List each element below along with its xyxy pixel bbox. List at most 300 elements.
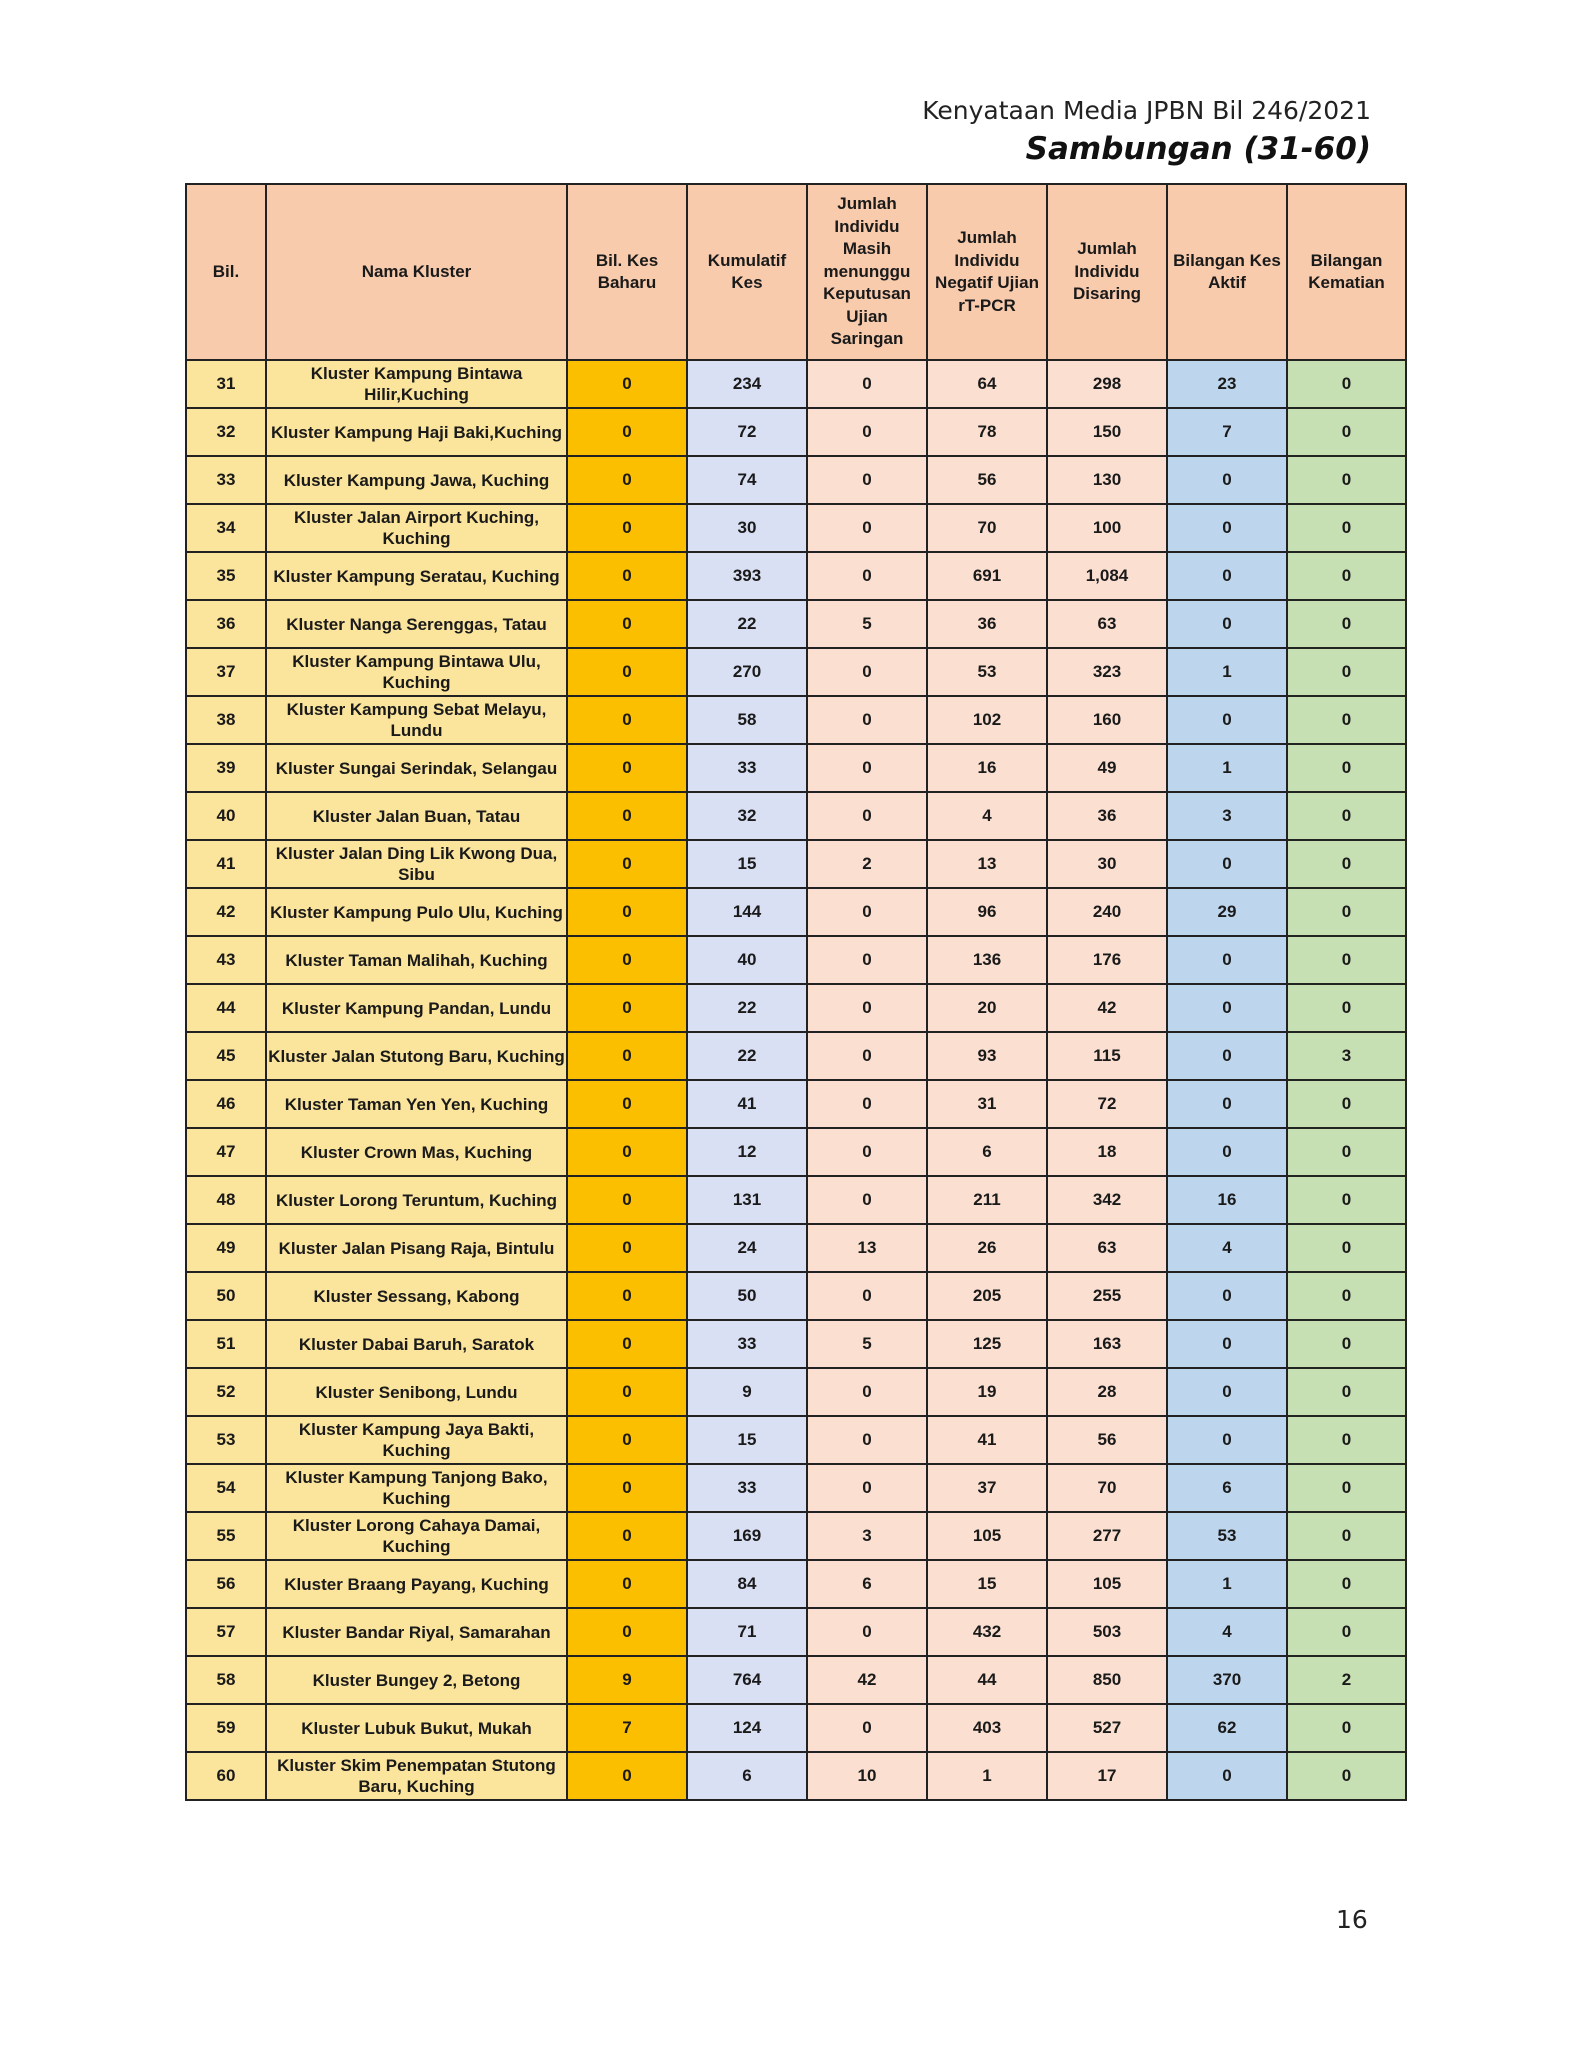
cell-disaring: 49 xyxy=(1047,744,1167,792)
column-header-bil-kes-baharu: Bil. Kes Baharu xyxy=(567,184,687,360)
cell-menunggu-keputusan: 0 xyxy=(807,1368,927,1416)
cell-disaring: 56 xyxy=(1047,1416,1167,1464)
cell-kes-aktif: 0 xyxy=(1167,1272,1287,1320)
cell-bil: 56 xyxy=(186,1560,266,1608)
cell-kes-aktif: 0 xyxy=(1167,840,1287,888)
cell-negatif-ujian: 44 xyxy=(927,1656,1047,1704)
cell-kes-aktif: 0 xyxy=(1167,936,1287,984)
cell-kumulatif-kes: 12 xyxy=(687,1128,807,1176)
cell-disaring: 36 xyxy=(1047,792,1167,840)
cell-bil: 46 xyxy=(186,1080,266,1128)
cell-kumulatif-kes: 131 xyxy=(687,1176,807,1224)
table-row xyxy=(186,1368,1406,1416)
cell-nama-kluster: Kluster Bungey 2, Betong xyxy=(266,1656,567,1704)
cell-nama-kluster: Kluster Lorong Teruntum, Kuching xyxy=(266,1176,567,1224)
cell-kumulatif-kes: 22 xyxy=(687,600,807,648)
cell-bil: 60 xyxy=(186,1752,266,1800)
cell-disaring: 342 xyxy=(1047,1176,1167,1224)
cell-nama-kluster: Kluster Kampung Sebat Melayu, Lundu xyxy=(266,696,567,744)
column-header-negatif-ujian: Jumlah Individu Negatif Ujian rT-PCR xyxy=(927,184,1047,360)
cell-kes-baharu: 0 xyxy=(567,696,687,744)
cell-nama-kluster: Kluster Lorong Cahaya Damai, Kuching xyxy=(266,1512,567,1560)
cell-kes-baharu: 0 xyxy=(567,1512,687,1560)
cell-kumulatif-kes: 84 xyxy=(687,1560,807,1608)
cell-kematian: 0 xyxy=(1287,840,1406,888)
cell-kes-aktif: 0 xyxy=(1167,1128,1287,1176)
cell-negatif-ujian: 432 xyxy=(927,1608,1047,1656)
cell-kes-aktif: 0 xyxy=(1167,1320,1287,1368)
cell-bil: 34 xyxy=(186,504,266,552)
cell-kematian: 0 xyxy=(1287,1752,1406,1800)
cell-kes-baharu: 7 xyxy=(567,1704,687,1752)
cell-bil: 36 xyxy=(186,600,266,648)
cell-negatif-ujian: 78 xyxy=(927,408,1047,456)
cell-kematian: 3 xyxy=(1287,1032,1406,1080)
cell-menunggu-keputusan: 5 xyxy=(807,600,927,648)
cell-negatif-ujian: 691 xyxy=(927,552,1047,600)
cell-nama-kluster: Kluster Jalan Airport Kuching, Kuching xyxy=(266,504,567,552)
cell-nama-kluster: Kluster Kampung Tanjong Bako, Kuching xyxy=(266,1464,567,1512)
cell-bil: 42 xyxy=(186,888,266,936)
cell-kematian: 0 xyxy=(1287,1464,1406,1512)
table-row xyxy=(186,840,1406,888)
cell-negatif-ujian: 211 xyxy=(927,1176,1047,1224)
cell-kes-aktif: 0 xyxy=(1167,552,1287,600)
cell-kematian: 0 xyxy=(1287,1128,1406,1176)
table-row xyxy=(186,1128,1406,1176)
table-row xyxy=(186,1272,1406,1320)
cell-negatif-ujian: 1 xyxy=(927,1752,1047,1800)
cell-kumulatif-kes: 15 xyxy=(687,1416,807,1464)
cell-kematian: 0 xyxy=(1287,1560,1406,1608)
cell-nama-kluster: Kluster Lubuk Bukut, Mukah xyxy=(266,1704,567,1752)
cell-disaring: 527 xyxy=(1047,1704,1167,1752)
cell-kumulatif-kes: 22 xyxy=(687,1032,807,1080)
cell-kes-baharu: 0 xyxy=(567,744,687,792)
cell-kes-baharu: 0 xyxy=(567,600,687,648)
cell-kes-aktif: 16 xyxy=(1167,1176,1287,1224)
cell-negatif-ujian: 403 xyxy=(927,1704,1047,1752)
cell-kumulatif-kes: 15 xyxy=(687,840,807,888)
table-row xyxy=(186,600,1406,648)
cell-disaring: 130 xyxy=(1047,456,1167,504)
cell-disaring: 163 xyxy=(1047,1320,1167,1368)
cell-negatif-ujian: 31 xyxy=(927,1080,1047,1128)
cell-bil: 38 xyxy=(186,696,266,744)
cell-bil: 51 xyxy=(186,1320,266,1368)
cell-kes-aktif: 0 xyxy=(1167,696,1287,744)
cell-nama-kluster: Kluster Skim Penempatan Stutong Baru, Kuching xyxy=(266,1752,567,1800)
cell-bil: 59 xyxy=(186,1704,266,1752)
cell-kematian: 0 xyxy=(1287,456,1406,504)
cell-kes-baharu: 0 xyxy=(567,1368,687,1416)
cell-bil: 47 xyxy=(186,1128,266,1176)
cell-bil: 53 xyxy=(186,1416,266,1464)
cell-kematian: 0 xyxy=(1287,1272,1406,1320)
cell-kumulatif-kes: 24 xyxy=(687,1224,807,1272)
column-header-kumulatif-kes: Kumulatif Kes xyxy=(687,184,807,360)
cell-negatif-ujian: 41 xyxy=(927,1416,1047,1464)
cell-kes-aktif: 0 xyxy=(1167,1080,1287,1128)
cell-bil: 33 xyxy=(186,456,266,504)
cell-kematian: 0 xyxy=(1287,504,1406,552)
cell-kes-aktif: 62 xyxy=(1167,1704,1287,1752)
cell-nama-kluster: Kluster Jalan Buan, Tatau xyxy=(266,792,567,840)
cell-menunggu-keputusan: 6 xyxy=(807,1560,927,1608)
cell-negatif-ujian: 64 xyxy=(927,360,1047,408)
cell-kematian: 0 xyxy=(1287,936,1406,984)
cell-kematian: 0 xyxy=(1287,552,1406,600)
cell-disaring: 28 xyxy=(1047,1368,1167,1416)
cell-kes-aktif: 1 xyxy=(1167,1560,1287,1608)
column-header-kematian: Bilangan Kematian xyxy=(1287,184,1406,360)
cell-menunggu-keputusan: 0 xyxy=(807,1416,927,1464)
cell-kes-baharu: 0 xyxy=(567,1608,687,1656)
cell-bil: 44 xyxy=(186,984,266,1032)
cell-kes-aktif: 0 xyxy=(1167,1416,1287,1464)
cell-nama-kluster: Kluster Kampung Pandan, Lundu xyxy=(266,984,567,1032)
table-row xyxy=(186,792,1406,840)
cell-kumulatif-kes: 71 xyxy=(687,1608,807,1656)
cell-menunggu-keputusan: 0 xyxy=(807,984,927,1032)
cell-menunggu-keputusan: 2 xyxy=(807,840,927,888)
cell-kes-aktif: 0 xyxy=(1167,984,1287,1032)
document-title: Kenyataan Media JPBN Bil 246/2021 xyxy=(922,96,1371,125)
cell-disaring: 160 xyxy=(1047,696,1167,744)
cell-kematian: 0 xyxy=(1287,1704,1406,1752)
cell-kes-aktif: 1 xyxy=(1167,744,1287,792)
cell-kumulatif-kes: 270 xyxy=(687,648,807,696)
cell-menunggu-keputusan: 5 xyxy=(807,1320,927,1368)
cell-negatif-ujian: 36 xyxy=(927,600,1047,648)
cell-nama-kluster: Kluster Kampung Bintawa Ulu, Kuching xyxy=(266,648,567,696)
cell-kumulatif-kes: 74 xyxy=(687,456,807,504)
cell-kematian: 0 xyxy=(1287,1608,1406,1656)
cell-disaring: 72 xyxy=(1047,1080,1167,1128)
cell-kes-baharu: 0 xyxy=(567,984,687,1032)
cell-disaring: 42 xyxy=(1047,984,1167,1032)
cell-kes-baharu: 0 xyxy=(567,1128,687,1176)
cell-kes-baharu: 0 xyxy=(567,456,687,504)
table-row xyxy=(186,552,1406,600)
cell-nama-kluster: Kluster Kampung Jawa, Kuching xyxy=(266,456,567,504)
cell-disaring: 176 xyxy=(1047,936,1167,984)
cell-kumulatif-kes: 33 xyxy=(687,1464,807,1512)
cell-kes-baharu: 0 xyxy=(567,1416,687,1464)
cell-menunggu-keputusan: 0 xyxy=(807,360,927,408)
cell-nama-kluster: Kluster Kampung Jaya Bakti, Kuching xyxy=(266,1416,567,1464)
cell-negatif-ujian: 19 xyxy=(927,1368,1047,1416)
table-row xyxy=(186,1080,1406,1128)
document-subtitle: Sambungan (31-60) xyxy=(1025,131,1371,167)
cell-kematian: 0 xyxy=(1287,984,1406,1032)
cell-kes-baharu: 0 xyxy=(567,1752,687,1800)
cell-negatif-ujian: 15 xyxy=(927,1560,1047,1608)
cell-disaring: 240 xyxy=(1047,888,1167,936)
cell-nama-kluster: Kluster Braang Payang, Kuching xyxy=(266,1560,567,1608)
table-row xyxy=(186,1176,1406,1224)
cell-kes-baharu: 0 xyxy=(567,1224,687,1272)
cell-negatif-ujian: 136 xyxy=(927,936,1047,984)
cell-menunggu-keputusan: 0 xyxy=(807,1464,927,1512)
cell-bil: 35 xyxy=(186,552,266,600)
cell-menunggu-keputusan: 0 xyxy=(807,696,927,744)
cell-kematian: 0 xyxy=(1287,1416,1406,1464)
cell-kematian: 0 xyxy=(1287,792,1406,840)
cell-kes-aktif: 0 xyxy=(1167,600,1287,648)
column-header-disaring: Jumlah Individu Disaring xyxy=(1047,184,1167,360)
cell-bil: 32 xyxy=(186,408,266,456)
cell-negatif-ujian: 102 xyxy=(927,696,1047,744)
cell-kes-aktif: 0 xyxy=(1167,504,1287,552)
cell-disaring: 255 xyxy=(1047,1272,1167,1320)
table-row xyxy=(186,408,1406,456)
cell-nama-kluster: Kluster Kampung Seratau, Kuching xyxy=(266,552,567,600)
table-row xyxy=(186,648,1406,696)
table-row xyxy=(186,1032,1406,1080)
cell-kematian: 0 xyxy=(1287,1368,1406,1416)
cell-kematian: 0 xyxy=(1287,1176,1406,1224)
cell-negatif-ujian: 26 xyxy=(927,1224,1047,1272)
cell-bil: 57 xyxy=(186,1608,266,1656)
cell-menunggu-keputusan: 0 xyxy=(807,936,927,984)
cell-kematian: 0 xyxy=(1287,696,1406,744)
cell-bil: 45 xyxy=(186,1032,266,1080)
cell-kumulatif-kes: 764 xyxy=(687,1656,807,1704)
cell-menunggu-keputusan: 0 xyxy=(807,1704,927,1752)
cell-kes-baharu: 0 xyxy=(567,888,687,936)
cell-nama-kluster: Kluster Crown Mas, Kuching xyxy=(266,1128,567,1176)
table-row xyxy=(186,360,1406,408)
cell-disaring: 63 xyxy=(1047,1224,1167,1272)
cell-menunggu-keputusan: 0 xyxy=(807,792,927,840)
cell-nama-kluster: Kluster Bandar Riyal, Samarahan xyxy=(266,1608,567,1656)
table-row xyxy=(186,1608,1406,1656)
cell-disaring: 30 xyxy=(1047,840,1167,888)
cell-kematian: 0 xyxy=(1287,408,1406,456)
column-header-bil: Bil. xyxy=(186,184,266,360)
cell-kes-aktif: 0 xyxy=(1167,1752,1287,1800)
table-row xyxy=(186,744,1406,792)
cell-negatif-ujian: 70 xyxy=(927,504,1047,552)
cell-menunggu-keputusan: 0 xyxy=(807,552,927,600)
cell-kes-aktif: 3 xyxy=(1167,792,1287,840)
cell-negatif-ujian: 105 xyxy=(927,1512,1047,1560)
cell-menunggu-keputusan: 0 xyxy=(807,1032,927,1080)
cell-negatif-ujian: 16 xyxy=(927,744,1047,792)
table-row xyxy=(186,504,1406,552)
cell-kes-aktif: 0 xyxy=(1167,1368,1287,1416)
cell-bil: 55 xyxy=(186,1512,266,1560)
cell-bil: 43 xyxy=(186,936,266,984)
table-row xyxy=(186,984,1406,1032)
cell-kes-baharu: 0 xyxy=(567,936,687,984)
cell-kematian: 0 xyxy=(1287,1080,1406,1128)
cell-kes-aktif: 53 xyxy=(1167,1512,1287,1560)
table-row xyxy=(186,1464,1406,1512)
page-number: 16 xyxy=(1336,1905,1368,1934)
cell-disaring: 70 xyxy=(1047,1464,1167,1512)
cell-kes-aktif: 1 xyxy=(1167,648,1287,696)
cell-kumulatif-kes: 40 xyxy=(687,936,807,984)
cell-bil: 37 xyxy=(186,648,266,696)
cell-kumulatif-kes: 33 xyxy=(687,744,807,792)
cell-menunggu-keputusan: 0 xyxy=(807,408,927,456)
cell-kes-baharu: 0 xyxy=(567,840,687,888)
cell-kes-baharu: 0 xyxy=(567,1464,687,1512)
document-header xyxy=(922,94,1371,170)
cell-menunggu-keputusan: 0 xyxy=(807,1080,927,1128)
table-row xyxy=(186,1656,1406,1704)
cell-nama-kluster: Kluster Kampung Haji Baki,Kuching xyxy=(266,408,567,456)
cell-kumulatif-kes: 50 xyxy=(687,1272,807,1320)
cell-nama-kluster: Kluster Nanga Serenggas, Tatau xyxy=(266,600,567,648)
table-body xyxy=(186,360,1406,1800)
cell-kes-aktif: 29 xyxy=(1167,888,1287,936)
cell-kes-baharu: 0 xyxy=(567,648,687,696)
cell-nama-kluster: Kluster Kampung Pulo Ulu, Kuching xyxy=(266,888,567,936)
cell-kematian: 0 xyxy=(1287,360,1406,408)
cell-kes-baharu: 0 xyxy=(567,360,687,408)
cell-kumulatif-kes: 9 xyxy=(687,1368,807,1416)
cell-kes-baharu: 0 xyxy=(567,792,687,840)
cell-kes-aktif: 0 xyxy=(1167,456,1287,504)
cell-bil: 31 xyxy=(186,360,266,408)
cell-kematian: 0 xyxy=(1287,1320,1406,1368)
table-row xyxy=(186,1224,1406,1272)
cell-menunggu-keputusan: 0 xyxy=(807,744,927,792)
cell-kumulatif-kes: 32 xyxy=(687,792,807,840)
cell-kes-baharu: 0 xyxy=(567,1032,687,1080)
table-row xyxy=(186,1560,1406,1608)
cell-menunggu-keputusan: 42 xyxy=(807,1656,927,1704)
cell-bil: 52 xyxy=(186,1368,266,1416)
table-row xyxy=(186,1320,1406,1368)
cell-kes-baharu: 0 xyxy=(567,1176,687,1224)
cell-kumulatif-kes: 124 xyxy=(687,1704,807,1752)
cell-nama-kluster: Kluster Sungai Serindak, Selangau xyxy=(266,744,567,792)
cell-menunggu-keputusan: 0 xyxy=(807,1608,927,1656)
cell-nama-kluster: Kluster Dabai Baruh, Saratok xyxy=(266,1320,567,1368)
cell-bil: 58 xyxy=(186,1656,266,1704)
cell-nama-kluster: Kluster Sessang, Kabong xyxy=(266,1272,567,1320)
column-header-kes-aktif: Bilangan Kes Aktif xyxy=(1167,184,1287,360)
cell-kes-baharu: 0 xyxy=(567,552,687,600)
cell-menunggu-keputusan: 13 xyxy=(807,1224,927,1272)
cell-kumulatif-kes: 234 xyxy=(687,360,807,408)
cell-bil: 40 xyxy=(186,792,266,840)
cell-kumulatif-kes: 58 xyxy=(687,696,807,744)
cell-kumulatif-kes: 393 xyxy=(687,552,807,600)
cell-kematian: 2 xyxy=(1287,1656,1406,1704)
cell-negatif-ujian: 37 xyxy=(927,1464,1047,1512)
table-row xyxy=(186,888,1406,936)
cell-bil: 49 xyxy=(186,1224,266,1272)
cell-disaring: 105 xyxy=(1047,1560,1167,1608)
cell-menunggu-keputusan: 0 xyxy=(807,888,927,936)
cell-menunggu-keputusan: 0 xyxy=(807,1176,927,1224)
cell-negatif-ujian: 20 xyxy=(927,984,1047,1032)
cell-kematian: 0 xyxy=(1287,648,1406,696)
cell-bil: 48 xyxy=(186,1176,266,1224)
cell-disaring: 323 xyxy=(1047,648,1167,696)
cell-negatif-ujian: 125 xyxy=(927,1320,1047,1368)
cell-bil: 50 xyxy=(186,1272,266,1320)
cell-disaring: 1,084 xyxy=(1047,552,1167,600)
cell-kes-baharu: 0 xyxy=(567,504,687,552)
cell-kes-baharu: 9 xyxy=(567,1656,687,1704)
cell-kes-aktif: 7 xyxy=(1167,408,1287,456)
cell-disaring: 277 xyxy=(1047,1512,1167,1560)
cell-menunggu-keputusan: 10 xyxy=(807,1752,927,1800)
cell-kematian: 0 xyxy=(1287,1224,1406,1272)
cell-kumulatif-kes: 33 xyxy=(687,1320,807,1368)
table-row xyxy=(186,1416,1406,1464)
column-header-menunggu-keputusan: Jumlah Individu Masih menunggu Keputusan Ujian Saringan xyxy=(807,184,927,360)
cell-menunggu-keputusan: 0 xyxy=(807,1272,927,1320)
cell-negatif-ujian: 93 xyxy=(927,1032,1047,1080)
cell-nama-kluster: Kluster Kampung Bintawa Hilir,Kuching xyxy=(266,360,567,408)
cell-kes-baharu: 0 xyxy=(567,1560,687,1608)
cell-nama-kluster: Kluster Taman Yen Yen, Kuching xyxy=(266,1080,567,1128)
cell-kes-baharu: 0 xyxy=(567,408,687,456)
cell-negatif-ujian: 205 xyxy=(927,1272,1047,1320)
cell-kumulatif-kes: 169 xyxy=(687,1512,807,1560)
cell-menunggu-keputusan: 0 xyxy=(807,648,927,696)
cell-negatif-ujian: 6 xyxy=(927,1128,1047,1176)
cell-disaring: 150 xyxy=(1047,408,1167,456)
cluster-table xyxy=(185,183,1407,1801)
cell-negatif-ujian: 4 xyxy=(927,792,1047,840)
cell-nama-kluster: Kluster Taman Malihah, Kuching xyxy=(266,936,567,984)
cell-kematian: 0 xyxy=(1287,744,1406,792)
cell-kumulatif-kes: 72 xyxy=(687,408,807,456)
cell-kematian: 0 xyxy=(1287,600,1406,648)
cell-nama-kluster: Kluster Jalan Stutong Baru, Kuching xyxy=(266,1032,567,1080)
cell-kes-aktif: 4 xyxy=(1167,1608,1287,1656)
cell-disaring: 17 xyxy=(1047,1752,1167,1800)
cell-negatif-ujian: 96 xyxy=(927,888,1047,936)
table-row xyxy=(186,456,1406,504)
cell-kes-aktif: 4 xyxy=(1167,1224,1287,1272)
cell-kematian: 0 xyxy=(1287,888,1406,936)
cell-kes-baharu: 0 xyxy=(567,1320,687,1368)
cell-disaring: 850 xyxy=(1047,1656,1167,1704)
cell-bil: 41 xyxy=(186,840,266,888)
cell-kumulatif-kes: 30 xyxy=(687,504,807,552)
cell-kes-aktif: 6 xyxy=(1167,1464,1287,1512)
cell-negatif-ujian: 56 xyxy=(927,456,1047,504)
cell-menunggu-keputusan: 3 xyxy=(807,1512,927,1560)
column-header-nama-kluster: Nama Kluster xyxy=(266,184,567,360)
cell-menunggu-keputusan: 0 xyxy=(807,504,927,552)
cell-kes-baharu: 0 xyxy=(567,1272,687,1320)
cell-kes-aktif: 370 xyxy=(1167,1656,1287,1704)
table-row xyxy=(186,696,1406,744)
cell-disaring: 298 xyxy=(1047,360,1167,408)
cell-disaring: 100 xyxy=(1047,504,1167,552)
cell-disaring: 63 xyxy=(1047,600,1167,648)
cell-negatif-ujian: 53 xyxy=(927,648,1047,696)
cell-bil: 54 xyxy=(186,1464,266,1512)
cell-disaring: 503 xyxy=(1047,1608,1167,1656)
cell-disaring: 115 xyxy=(1047,1032,1167,1080)
cell-kumulatif-kes: 6 xyxy=(687,1752,807,1800)
cell-disaring: 18 xyxy=(1047,1128,1167,1176)
cell-menunggu-keputusan: 0 xyxy=(807,1128,927,1176)
cell-kumulatif-kes: 22 xyxy=(687,984,807,1032)
cell-bil: 39 xyxy=(186,744,266,792)
